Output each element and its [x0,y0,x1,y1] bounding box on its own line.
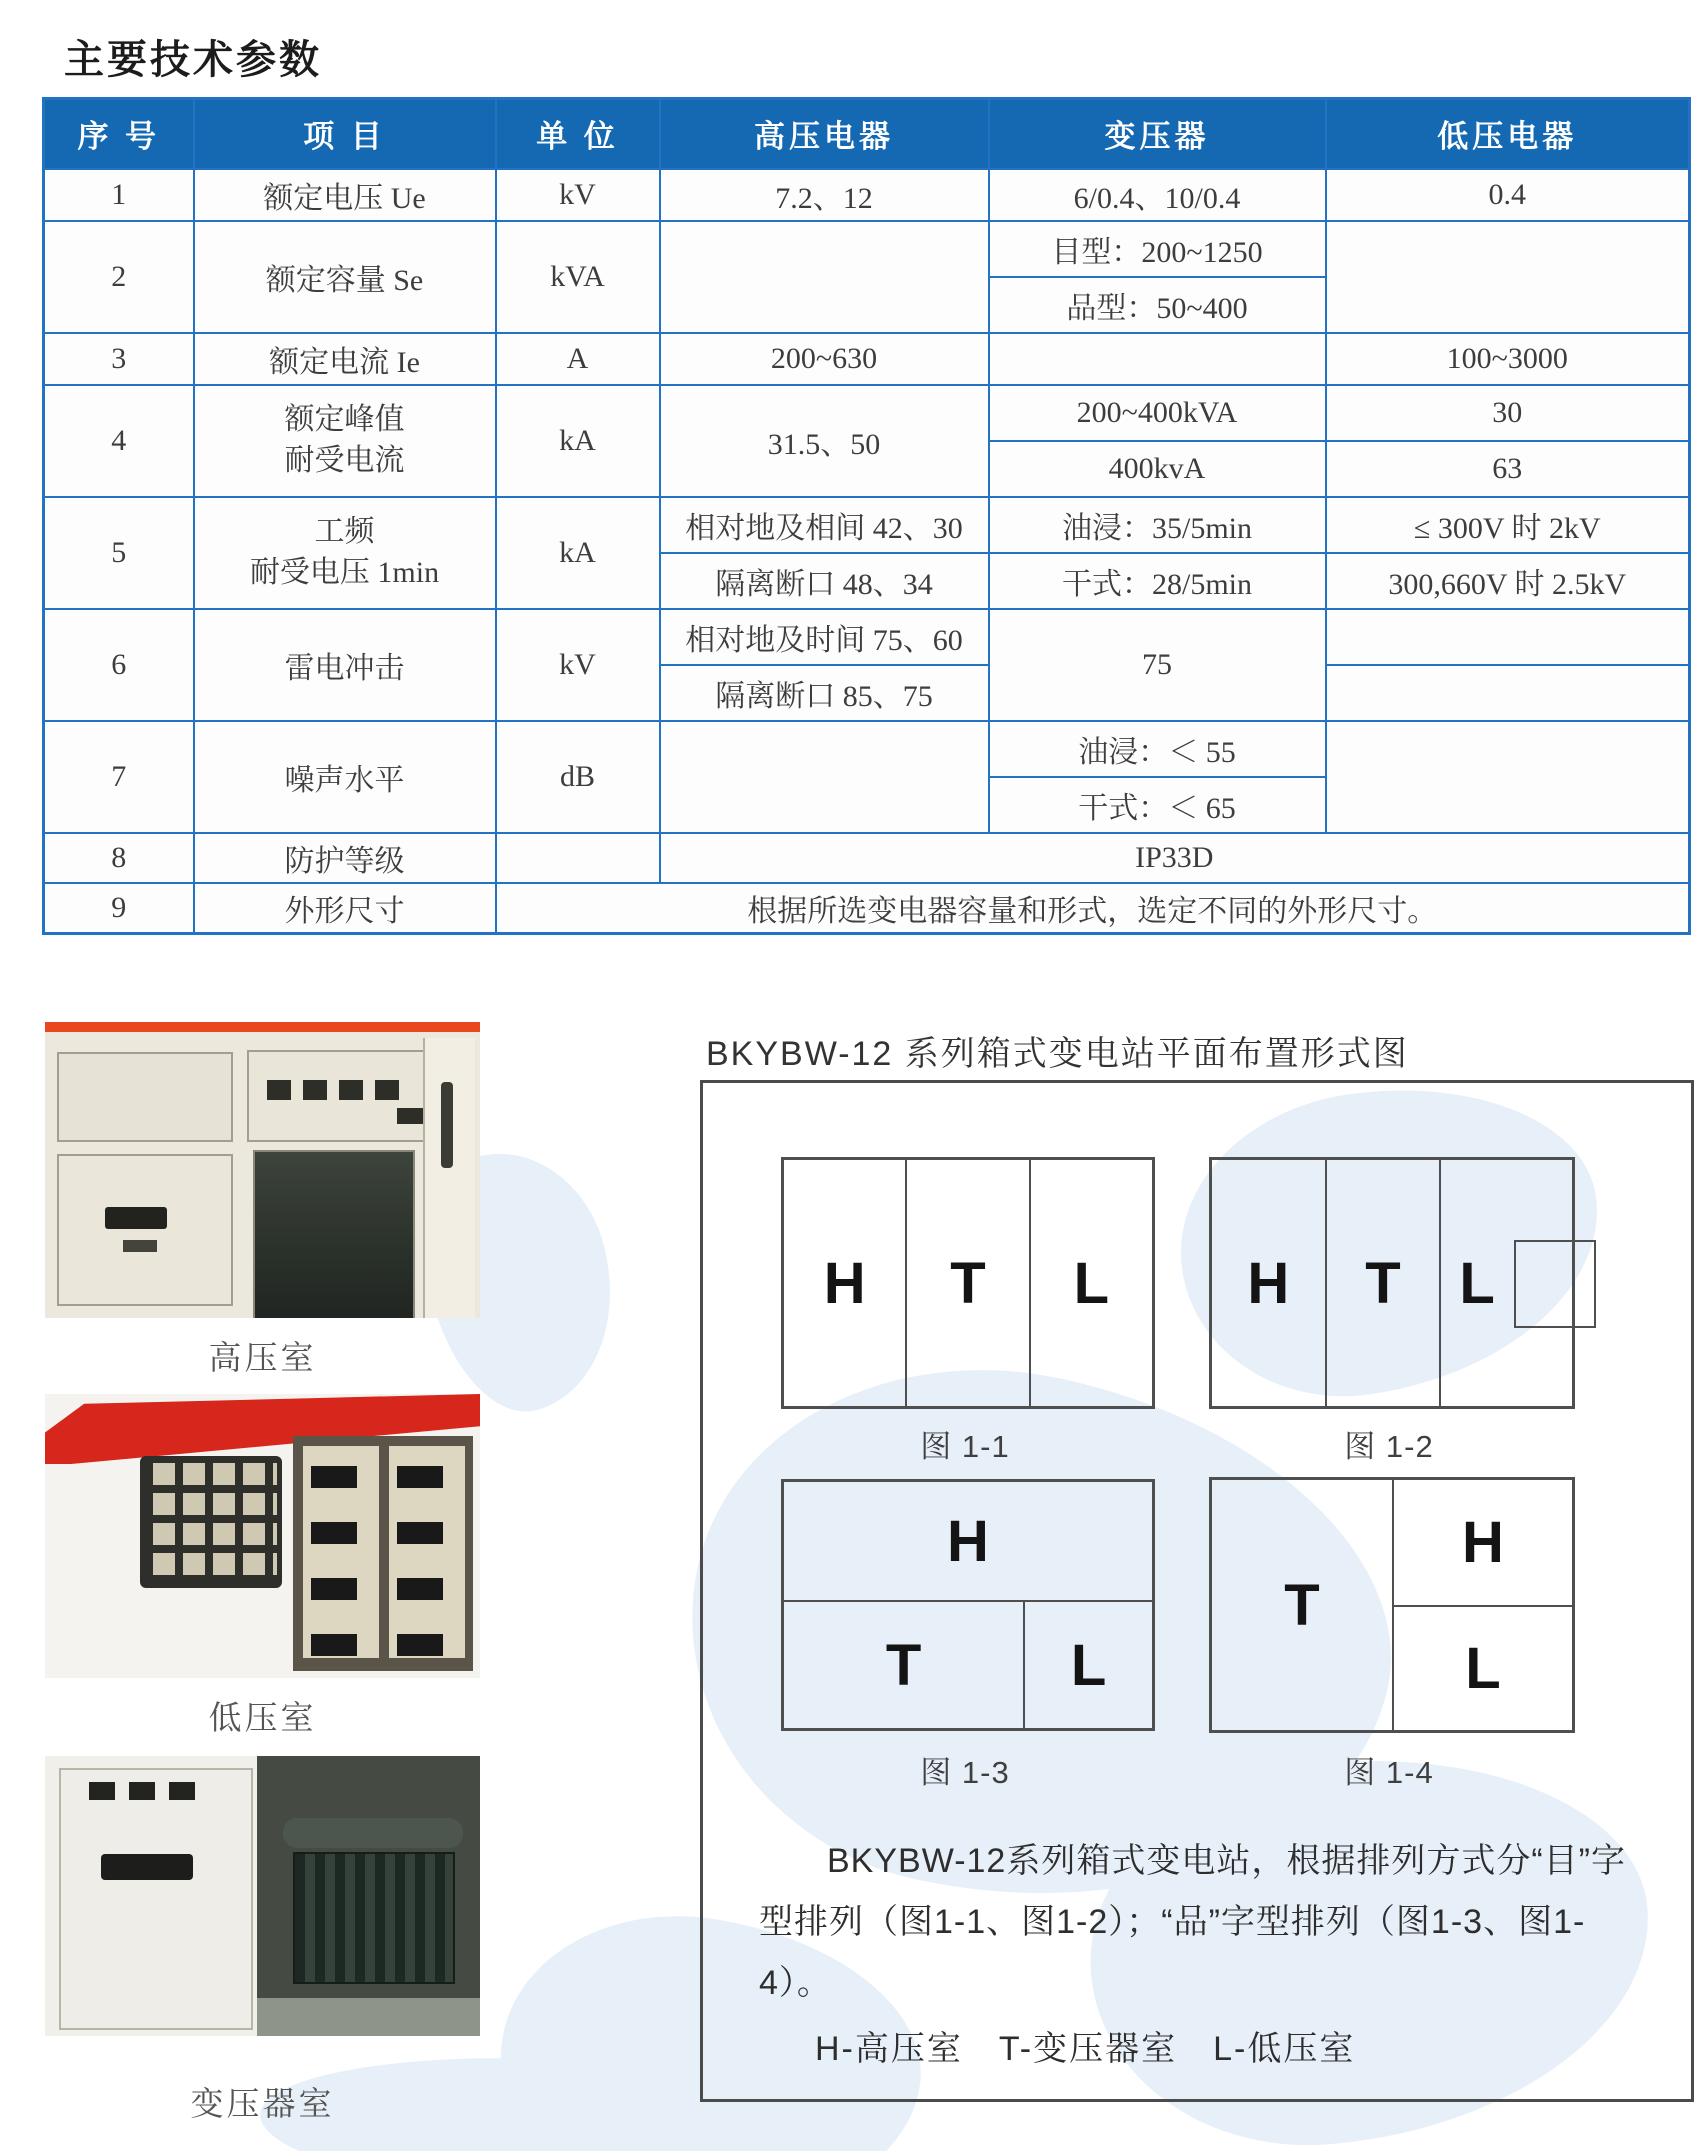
cell-r6-item: 雷电冲击 [194,609,496,721]
cell-r9-item: 外形尺寸 [194,883,496,934]
vent-slot-small [397,1108,423,1124]
figure-1-1 [781,1157,1155,1409]
cell-r2-hv [660,221,989,333]
header-seq: 序 号 [44,99,194,169]
cell-r2-num: 2 [44,221,194,333]
cell-r6-tr: 75 [989,609,1326,721]
cell-r4-unit: kA [496,385,660,497]
cell-r4-num: 4 [44,385,194,497]
figure-1-2-caption: 图 1-2 [1344,1429,1434,1464]
table-row [44,333,1690,385]
cell-r4-tr-b: 400kvA [989,441,1326,497]
cell-r7-tr-a: 油浸：＜ 55 [989,721,1326,777]
cell-r7-lv [1326,721,1690,833]
room-cell-l: L [1439,1160,1572,1406]
cabinet-lower-door [57,1154,233,1306]
table-header-row [44,99,1690,169]
cell-r6-lv-b [1326,665,1690,721]
figure-1-1-caption: 图 1-1 [920,1429,1010,1464]
room-cell-l: L [1029,1160,1152,1406]
door-window-slot [101,1854,193,1880]
cell-r8-num: 8 [44,833,194,883]
figure-1-2 [1209,1157,1575,1409]
cell-r7-item: 噪声水平 [194,721,496,833]
cell-r1-item: 额定电压 Ue [194,169,496,221]
diagram-note: BKYBW-12系列箱式变电站，根据排列方式分“目”字型排列（图1-1、图1-2）；“品”字型排列（图1-3、图1-4）。 [759,1842,1626,2003]
figure-1-4 [1209,1477,1575,1733]
photo-transformer-room [45,1756,480,2036]
room-cell-h: H [1247,1250,1290,1316]
room-cell-t: T [1212,1480,1394,1730]
cell-r1-unit: kV [496,169,660,221]
photo-caption-high-voltage-room: 高压室 [208,1339,317,1376]
cell-r6-num: 6 [44,609,194,721]
cell-r3-unit: A [496,333,660,385]
cell-r4-lv-b: 63 [1326,441,1690,497]
photo-high-voltage-room [45,1022,480,1318]
cell-r2-tr-b: 品型：50~400 [989,277,1326,333]
side-compartment [1514,1240,1596,1328]
room-cell-h: H [784,1482,1152,1602]
diagram-legend: H-高压室 T-变压器室 L-低压室 [815,2030,1356,2068]
cell-r2-item: 额定容量 Se [194,221,496,333]
cell-r7-hv [660,721,989,833]
table-row [44,609,1690,665]
cabinet-display-small [123,1240,157,1252]
cell-r2-lv [1326,221,1690,333]
cell-r2-tr-a: 目型：200~1250 [989,221,1326,277]
header-unit: 单 位 [496,99,660,169]
cell-r3-num: 3 [44,333,194,385]
figure-1-4-caption: 图 1-4 [1344,1755,1434,1790]
header-item: 项 目 [194,99,496,169]
cell-r1-lv: 0.4 [1326,169,1690,221]
cell-r8-unit [496,833,660,883]
cell-r2-unit: kVA [496,221,660,333]
table-row [44,385,1690,441]
cell-r1-num: 1 [44,169,194,221]
photo-red-strip [45,1022,480,1032]
figure-1-4-right-column [1394,1480,1572,1730]
keypad-panel [140,1456,282,1588]
switchgear-column [389,1446,465,1658]
cell-r4-tr-a: 200~400kVA [989,385,1326,441]
transformer-body [293,1852,455,1984]
cell-r7-unit: dB [496,721,660,833]
table-row [44,169,1690,221]
cell-r5-unit: kA [496,497,660,609]
cell-r3-item: 额定电流 Ie [194,333,496,385]
table-row [44,221,1690,277]
parameters-table-wrap [42,97,1688,935]
door-leaf [423,1038,475,1318]
cell-r9-merged: 根据所选变电器容量和形式，选定不同的外形尺寸。 [496,883,1690,934]
photo-caption-low-voltage-room: 低压室 [208,1699,317,1736]
cell-r1-hv: 7.2、12 [660,169,989,221]
cell-r7-num: 7 [44,721,194,833]
table-row [44,721,1690,777]
cell-r4-item [194,385,496,497]
transformer-top-beam [283,1818,463,1848]
figure-1-3-caption: 图 1-3 [920,1755,1010,1790]
cell-r1-tr: 6/0.4、10/0.4 [989,169,1326,221]
room-cell-l: L [1465,1636,1501,1701]
cell-r5-item-line1: 工频 [314,515,375,548]
header-hv: 高压电器 [660,99,989,169]
figure-1-3 [781,1479,1155,1731]
cell-r9-num: 9 [44,883,194,934]
room-cell-h: H [823,1250,866,1316]
cell-r7-tr-b: 干式：＜ 65 [989,777,1326,833]
table-row [44,883,1690,934]
cell-r5-lv-a: ≤ 300V 时 2kV [1326,497,1690,553]
photo-caption-transformer-room: 变压器室 [190,2085,335,2122]
room-cell-t: T [905,1160,1028,1406]
floor [257,1998,480,2036]
cell-r4-lv-a: 30 [1326,385,1690,441]
table-row [44,833,1690,883]
vent-slots [267,1080,407,1100]
cell-r5-hv-b: 隔离断口 48、34 [660,553,989,609]
cell-r8-item: 防护等级 [194,833,496,883]
cell-r4-hv: 31.5、50 [660,385,989,497]
switchgear-column [303,1446,379,1658]
cell-r3-hv: 200~630 [660,333,989,385]
room-cell-t: T [885,1632,922,1698]
cell-r4-item-line2: 耐受电流 [284,443,405,477]
room-cell-h: H [1394,1480,1572,1607]
cabinet-upper-panel [57,1052,233,1142]
photo-low-voltage-room [45,1394,480,1678]
vent-slots [89,1782,209,1800]
cell-r3-tr [989,333,1326,385]
cabinet-display [105,1207,167,1229]
table-row [44,497,1690,553]
open-doorway [253,1150,415,1318]
cell-r6-hv-b: 隔离断口 85、75 [660,665,989,721]
header-lv: 低压电器 [1326,99,1690,169]
figure-1-3-bottom [784,1602,1152,1728]
cell-r6-lv-a [1326,609,1690,665]
cell-r4-item-line1: 额定峰值 [284,403,405,436]
diagram-title: BKYBW-12 系列箱式变电站平面布置形式图 [706,1035,1409,1073]
cell-r5-item [194,497,496,609]
room-cell-t: T [1325,1160,1440,1406]
header-transformer: 变压器 [989,99,1326,169]
cell-r3-lv: 100~3000 [1326,333,1690,385]
cell-r5-hv-a: 相对地及相间 42、30 [660,497,989,553]
cell-r8-merged: IP33D [660,833,1690,883]
parameters-table [42,97,1691,935]
white-door [59,1768,253,2030]
cell-r6-unit: kV [496,609,660,721]
room-cell-l: L [1023,1602,1152,1728]
cell-r5-lv-b: 300,660V 时 2.5kV [1326,553,1690,609]
door-window-slot [441,1082,453,1168]
cell-r5-tr-a: 油浸：35/5min [989,497,1326,553]
cell-r5-tr-b: 干式：28/5min [989,553,1326,609]
diagram-box [700,1080,1694,2102]
cell-r5-num: 5 [44,497,194,609]
cell-r6-hv-a: 相对地及时间 75、60 [660,609,989,665]
cell-r5-item-line2: 耐受电压 1min [249,555,440,589]
page-title: 主要技术参数 [64,38,322,82]
